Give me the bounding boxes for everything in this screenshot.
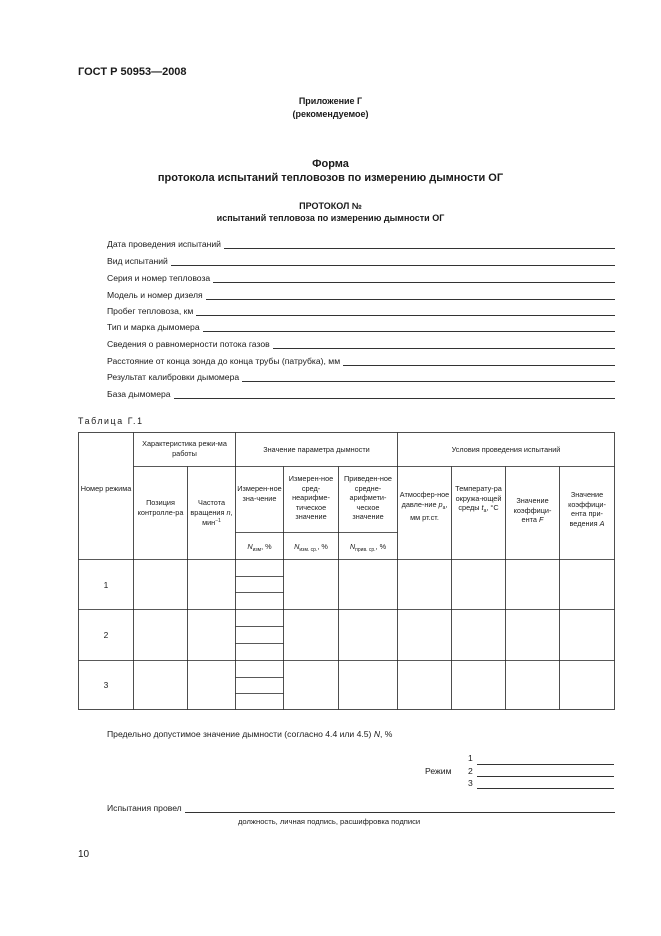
field-label: Результат калибровки дымомера bbox=[107, 372, 240, 382]
mode-fill-line[interactable] bbox=[477, 754, 614, 765]
protocol-title: ПРОТОКОЛ № bbox=[299, 201, 362, 211]
header-speed-text: Частота вращения bbox=[190, 498, 226, 517]
header-mean: Измерен-ное сред-неарифме-тическое значение bbox=[288, 474, 334, 522]
form-title: Форма bbox=[312, 158, 349, 170]
header-measured: Измерен-ное зна-чение bbox=[237, 484, 282, 503]
header-factor-text: Значение коэффици-ента bbox=[513, 496, 552, 525]
header-factor: Значение коэффици-ента F bbox=[513, 496, 552, 525]
field-label: Тип и марка дымомера bbox=[107, 322, 200, 332]
header-pressure-unit: , мм рт.ст. bbox=[410, 499, 448, 523]
header-temperature-text: Температу-ра окружа-ющей среды bbox=[455, 484, 502, 513]
mode-label: Режим bbox=[425, 766, 452, 776]
signature-note: должность, личная подпись, расшифровка подписи bbox=[238, 817, 421, 826]
header-reduction-text: Значение коэффици-ента при-ведения bbox=[568, 490, 606, 528]
header-measured-symbol: $N_{изм}$, % bbox=[247, 542, 272, 553]
field-label: Модель и номер дизеля bbox=[107, 290, 203, 300]
field-label: База дымомера bbox=[107, 389, 171, 399]
header-temperature-unit: , °C bbox=[486, 503, 499, 513]
smoke-limit-text: Предельно допустимое значение дымности (согласно 4.4 или 4.5) N, % bbox=[107, 729, 393, 739]
mode-number: 2 bbox=[468, 766, 473, 776]
appendix-title: Приложение Г bbox=[298, 96, 363, 106]
row-number: 3 bbox=[103, 680, 109, 690]
smoke-limit-unit: , % bbox=[380, 729, 393, 739]
header-position: Позиция контролле-ра bbox=[137, 498, 184, 517]
mode-fill-line[interactable] bbox=[477, 766, 614, 777]
table-caption: Таблица Г.1 bbox=[78, 416, 144, 426]
field-label: Пробег тепловоза, км bbox=[107, 306, 194, 316]
appendix-subtitle: (рекомендуемое) bbox=[292, 109, 369, 119]
header-speed-unit: , мин bbox=[202, 507, 233, 528]
header-speed: Частота вращения n, мин$^{-1}$ bbox=[190, 498, 233, 528]
header-pressure-text: Атмосфер-ное давле-ние bbox=[399, 490, 450, 509]
header-pressure: Атмосфер-ное давле-ние $p_а$, мм рт.ст. bbox=[399, 490, 450, 523]
mode-number: 3 bbox=[468, 778, 473, 788]
header-conditions-group: Условия проведения испытаний bbox=[451, 445, 561, 454]
row-number: 1 bbox=[103, 580, 109, 590]
document-code: ГОСТ Р 50953—2008 bbox=[78, 66, 187, 78]
field-label: Серия и номер тепловоза bbox=[107, 273, 211, 283]
header-mean-symbol: $N_{изм. ср.}$, % bbox=[294, 542, 328, 553]
header-reduction-factor: Значение коэффици-ента при-ведения A bbox=[568, 490, 606, 528]
header-reduced-symbol: $N_{прив. ср.}$, % bbox=[349, 542, 387, 553]
page-number: 10 bbox=[78, 849, 90, 860]
header-temperature: Температу-ра окружа-ющей среды $t_а$, °C bbox=[455, 484, 502, 515]
field-label: Дата проведения испытаний bbox=[107, 239, 221, 249]
field-label: Сведения о равномерности потока газов bbox=[107, 339, 270, 349]
signature-line[interactable] bbox=[185, 804, 615, 813]
header-mode-number: Номер режима bbox=[80, 484, 132, 493]
tester-field[interactable] bbox=[107, 802, 615, 813]
form-subtitle: протокола испытаний тепловозов по измерению дымности ОГ bbox=[157, 172, 504, 184]
field-label: Вид испытаний bbox=[107, 256, 168, 266]
header-smoke-group: Значение параметра дымности bbox=[263, 445, 370, 454]
smoke-limit-label: Предельно допустимое значение дымности (согласно 4.4 или 4.5) bbox=[107, 729, 372, 739]
header-characteristics-group: Характеристика режи-ма работы bbox=[142, 439, 227, 458]
tester-label: Испытания провел bbox=[107, 803, 182, 813]
mode-number: 1 bbox=[468, 753, 473, 763]
field-label: Расстояние от конца зонда до конца трубы (патрубка), мм bbox=[107, 356, 341, 366]
mode-fill-line[interactable] bbox=[477, 778, 614, 789]
protocol-subtitle: испытаний тепловоза по измерению дымности ОГ bbox=[216, 213, 445, 223]
header-reduced: Приведен-ное средне-арифмети-ческое значение bbox=[344, 474, 392, 522]
row-number: 2 bbox=[103, 630, 109, 640]
